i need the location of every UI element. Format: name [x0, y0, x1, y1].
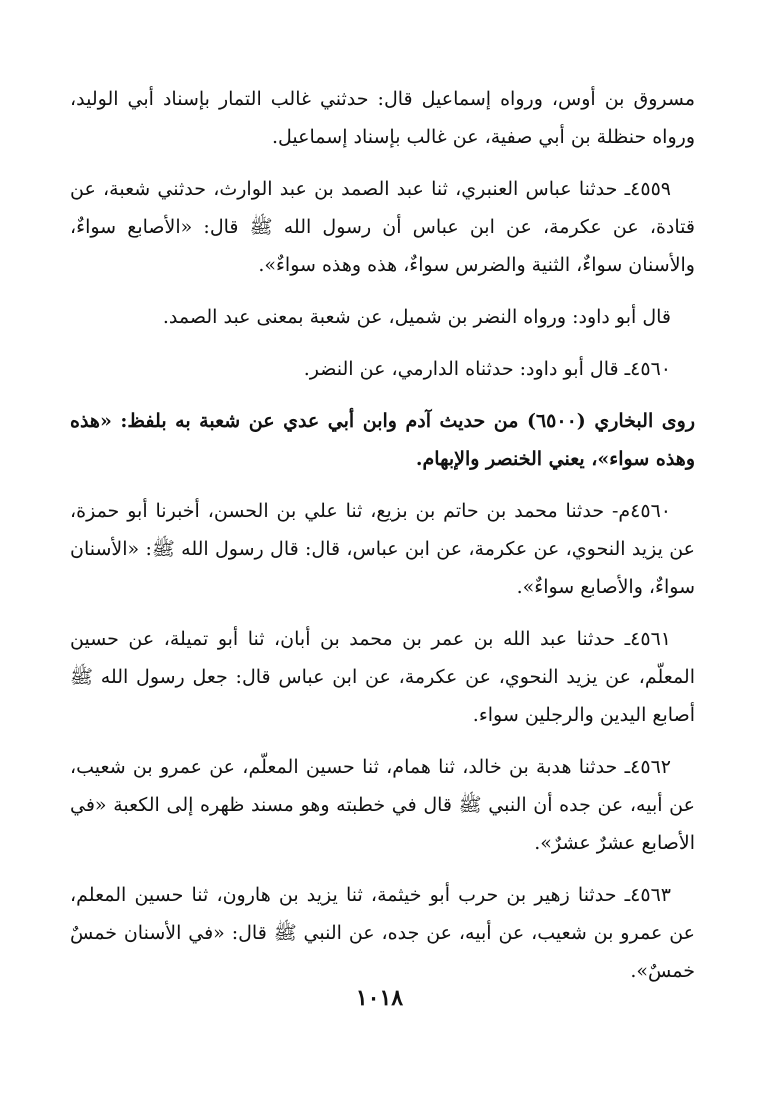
hadith-4560: ٤٥٦٠ـ قال أبو داود: حدثناه الدارمي، عن النضر.	[303, 358, 671, 380]
hadith-4563: ٤٥٦٣ـ حدثنا زهير بن حرب أبو خيثمة، ثنا يزيد بن هارون، ثنا حسين المعلم، عن عمرو بن شعيب، عن أبيه، عن جده، عن النبي ﷺ قال: «في الأسنان خمسٌ خمسٌ».	[70, 884, 695, 982]
hadith-4560m: ٤٥٦٠م- حدثنا محمد بن حاتم بن بزيع، ثنا علي بن الحسن، أخبرنا أبو حمزة، عن يزيد النحوي، عن عكرمة، عن ابن عباس، قال: قال رسول الله ﷺ: «الأسنان سواءٌ، والأصابع سواءٌ».	[70, 500, 695, 598]
hadith-4562: ٤٥٦٢ـ حدثنا هدبة بن خالد، ثنا همام، ثنا حسين المعلّم، عن عمرو بن شعيب، عن أبيه، عن جده أن النبي ﷺ قال في خطبته وهو مسند ظهره إلى الكعبة «في الأصابع عشرٌ عشرٌ».	[70, 756, 695, 854]
hadith-4559: ٤٥٥٩ـ حدثنا عباس العنبري، ثنا عبد الصمد بن عبد الوارث، حدثني شعبة، عن قتادة، عن عكرمة، عن ابن عباس أن رسول الله ﷺ قال: «الأصابع سواءٌ، والأسنان سواءٌ، الثنية والضرس سواءٌ، هذه وهذه سواءٌ».	[70, 178, 695, 276]
hadith-4561: ٤٥٦١ـ حدثنا عبد الله بن عمر بن محمد بن أبان، ثنا أبو تميلة، عن حسين المعلّم، عن يزيد النحوي، عن عكرمة، عن ابن عباس قال: جعل رسول الله ﷺ أصابع اليدين والرجلين سواء.	[70, 628, 695, 726]
page-number: ١٠١٨	[355, 985, 404, 1011]
abu-dawud-note: قال أبو داود: ورواه النضر بن شميل، عن شعبة بمعنى عبد الصمد.	[162, 306, 671, 328]
page-body	[70, 80, 695, 1004]
paragraph-continuation: مسروق بن أوس، ورواه إسماعيل قال: حدثني غالب التمار بإسناد أبي الوليد، ورواه حنظلة بن أبي صفية، عن غالب بإسناد إسماعيل.	[70, 88, 695, 148]
bukhari-note: روى البخاري (٦٥٠٠) من حديث آدم وابن أبي عدي عن شعبة به بلفظ: «هذه وهذه سواء»، يعني الخنصر والإبهام.	[70, 410, 695, 470]
